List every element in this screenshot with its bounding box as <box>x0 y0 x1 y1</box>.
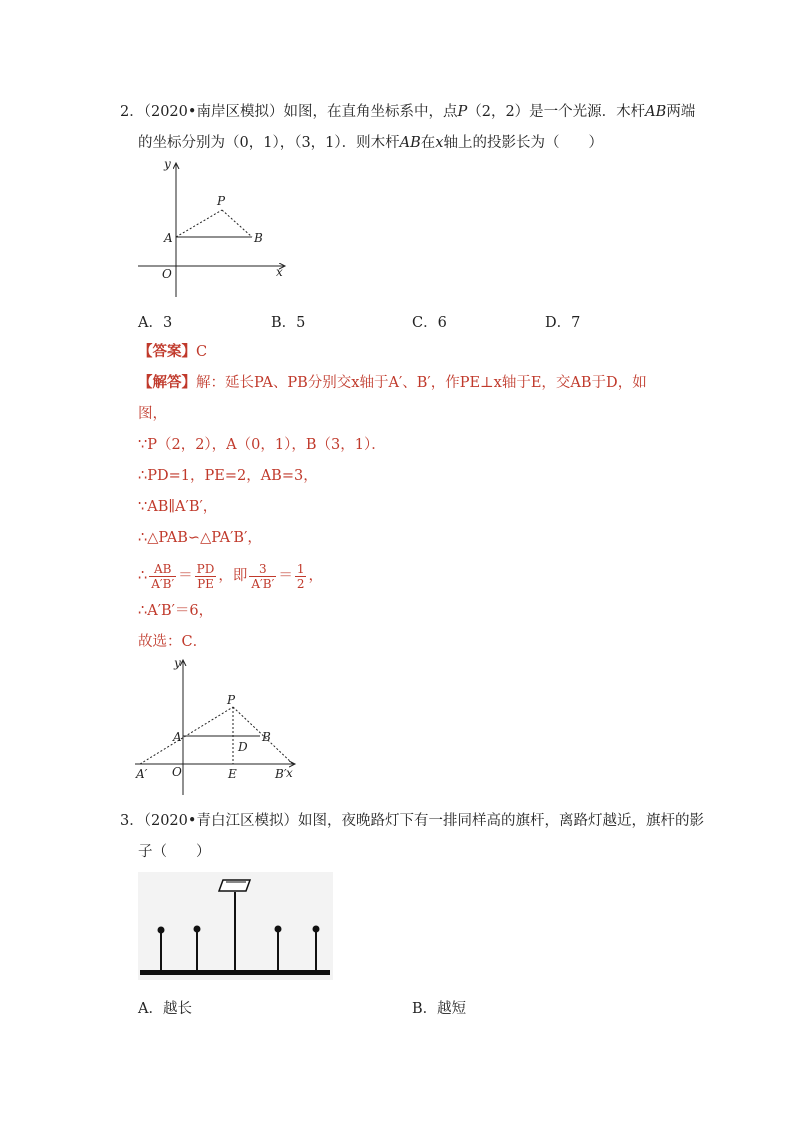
q2-option-d[interactable]: D．7 <box>545 315 581 331</box>
answer-value: C <box>196 344 208 360</box>
q2-line2 <box>138 133 603 153</box>
q2-line2-text: 的坐标分别为（0，1），（3，1）．则木杆 <box>138 135 400 151</box>
q3-source: （2020•青白江区模拟） <box>143 813 298 829</box>
flagpole-top-4 <box>313 926 320 933</box>
ground-line <box>140 970 330 975</box>
q2-ab: AB <box>645 104 667 120</box>
q3-option-b[interactable]: B．越短 <box>412 1001 467 1017</box>
label-a-2: A <box>173 730 182 744</box>
q3-option-a[interactable]: A．越长 <box>138 1001 192 1017</box>
q3-line1 <box>120 811 704 831</box>
answer-line <box>138 342 207 362</box>
flagpole-top-1 <box>158 927 165 934</box>
fraction-3: $\frac{3}{A'B'}$ <box>251 561 275 591</box>
label-a: A <box>164 231 173 245</box>
q2-number: 2． <box>120 104 144 120</box>
label-y: y <box>164 157 171 171</box>
solution-line9: 故选：C． <box>138 634 208 650</box>
solution-line1 <box>138 373 647 393</box>
solution-line7: ∴ $\frac{AB}{A'B'}$ ＝ $\frac{PD}{PE}$ ，即 $\frac{3}{A'B'}$ ＝ $\frac{1}{2}$ ， <box>138 561 323 591</box>
solution-line5: ∵AB∥A′B′， <box>138 499 218 515</box>
label-p-2: P <box>227 693 236 707</box>
q2-line2-end: 轴上的投影长为（ ） <box>443 135 603 151</box>
solution-tag: 【解答】 <box>138 374 196 391</box>
q2-x: x <box>435 135 444 151</box>
answer-tag: 【答案】 <box>138 343 196 360</box>
solution-line6: ∴△PAB∽△PA′B′， <box>138 530 262 546</box>
label-o-2: O <box>172 765 182 779</box>
fraction-half: $\frac{1}{2}$ <box>296 561 305 591</box>
q2-text: 如图，在直角坐标系中，点 <box>283 104 458 120</box>
q2-point-p: P <box>457 104 468 120</box>
q2-option-c[interactable]: C．6 <box>412 315 447 331</box>
solution-text-1: 解：延长PA、PB分别交x轴于A′、B′，作PE⊥x轴于E，交AB于D，如 <box>196 375 647 391</box>
label-e: E <box>228 767 237 781</box>
q2-option-b[interactable]: B．5 <box>271 315 306 331</box>
q3-number: 3． <box>120 813 144 829</box>
q2-source: （2020•南岸区模拟） <box>143 104 284 120</box>
label-d: D <box>238 740 248 754</box>
label-x: x <box>276 265 283 279</box>
solution-line8: ∴A′B′＝6， <box>138 603 214 619</box>
label-b-prime: B′ <box>275 767 287 781</box>
q2-text-end: 两端 <box>666 104 696 120</box>
label-b-2: B <box>262 730 271 744</box>
label-y-2: y <box>174 656 181 670</box>
q3-text: 如图，夜晚路灯下有一排同样高的旗杆，离路灯越近，旗杆的影 <box>297 813 704 829</box>
label-a-prime: A′ <box>136 767 148 781</box>
q2-line1 <box>120 102 695 122</box>
label-p: P <box>217 194 226 208</box>
solution-figure <box>130 655 310 800</box>
label-o: O <box>162 267 172 281</box>
q2-ab-2: AB <box>399 135 421 151</box>
fraction-ab: $\frac{AB}{A'B'}$ <box>151 561 175 591</box>
segment-pa <box>176 210 222 237</box>
q2-option-a[interactable]: A．3 <box>138 315 173 331</box>
segment-pb <box>222 210 252 237</box>
q2-figure <box>130 155 300 300</box>
q3-line2: 子（ ） <box>138 844 211 860</box>
q3-figure <box>138 872 333 980</box>
label-x-2: x <box>286 766 293 780</box>
q2-text-coord: （2，2）是一个光源．木杆 <box>467 104 646 120</box>
fraction-pd: $\frac{PD}{PE}$ <box>196 561 215 591</box>
flagpole-top-3 <box>275 926 282 933</box>
q2-line2-mid: 在 <box>420 135 436 151</box>
solution-line4: ∴PD=1，PE=2，AB=3， <box>138 468 318 484</box>
solution-line2: 图， <box>138 406 167 422</box>
label-b: B <box>254 231 263 245</box>
flagpole-top-2 <box>194 926 201 933</box>
solution-line3: ∵P（2，2），A（0，1），B（3，1）． <box>138 437 386 453</box>
